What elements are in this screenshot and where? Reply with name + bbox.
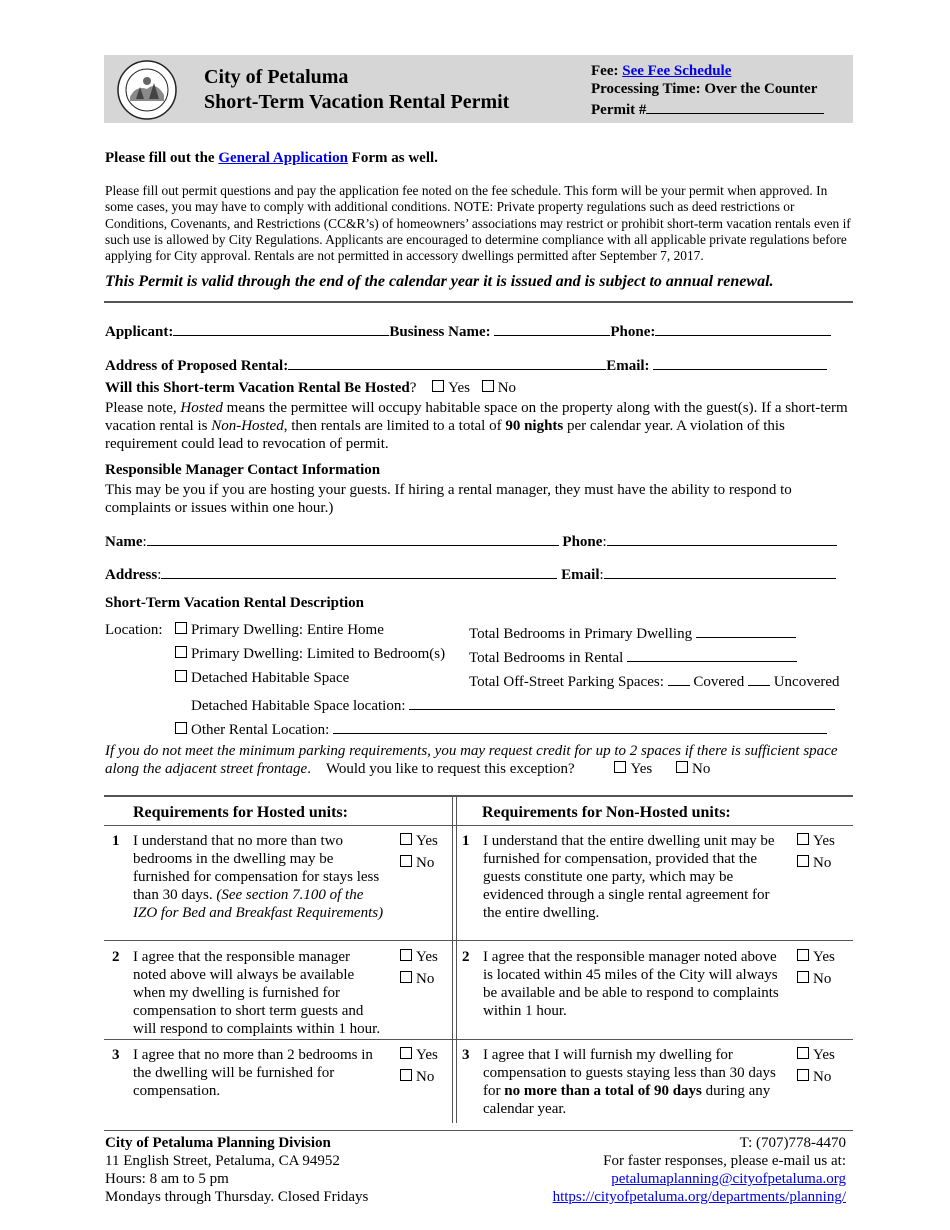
option-limited-bedrooms <box>175 646 445 663</box>
applicant-row <box>105 320 831 341</box>
location-label: Location: <box>105 622 163 638</box>
processing-time: Processing Time: Over the Counter <box>591 81 818 97</box>
note-text: per calendar year. A violation of this requirement could lead to revocation of permit. <box>105 418 785 452</box>
yes-label: Yes <box>416 833 438 849</box>
hosted-req-2-options <box>400 948 438 988</box>
intro-paragraph: Please fill out permit questions and pay the application fee noted on the fee schedule. This form will be your permit when approved. In some cases, you may have to comply with additional conditions. NOTE: Private property regulations such as deed restrictions or Conditions, Covenants, and Restrictions (CC&R’s) of homeowners’ associations may restrict or prohibit short-term vacation rentals even if such use is allowed by City Regulations. Applicants are encouraged to determine compliance with all applicable private regulations before applying for City approval. Rentals are not permitted in accessory dwellings permitted after September 7, 2017. <box>105 183 851 264</box>
hosted-no-checkbox[interactable] <box>482 380 494 392</box>
validity-note: This Permit is valid through the end of the calendar year it is issued and is subject to annual renewal. <box>105 273 774 290</box>
fill-text: Please fill out the <box>105 150 219 166</box>
period: . <box>307 761 311 777</box>
exception-no-checkbox[interactable] <box>676 761 688 773</box>
footer-right <box>553 1134 846 1206</box>
hosted-3-yes-checkbox[interactable] <box>400 1047 412 1059</box>
other-location-field[interactable] <box>333 718 827 734</box>
hosted-req-2: I agree that the responsible manager noted above will always be available when my dwelling is furnished for compensation to short term guests and will respond to complaints within 1 hour. <box>133 949 381 1037</box>
fill-text-end: Form as well. <box>347 150 438 166</box>
no-label: No <box>813 855 832 871</box>
manager-name-field[interactable] <box>147 530 559 546</box>
manager-description: This may be you if you are hosting your guests. If hiring a rental manager, they must have the ability to respond to complaints or issues within one hour.) <box>105 482 792 516</box>
colon: : <box>157 567 162 583</box>
table-header-border <box>104 825 853 826</box>
manager-name-row <box>105 530 837 551</box>
entire-home-label: Primary Dwelling: Entire Home <box>191 622 384 638</box>
bedrooms-primary-row <box>469 622 796 643</box>
hosted-3-no-checkbox[interactable] <box>400 1069 412 1081</box>
yes-label: Yes <box>813 1047 835 1063</box>
table-row-border <box>104 1039 853 1040</box>
nonhosted-req-num: 2 <box>462 949 470 965</box>
qmark: ? <box>409 380 417 396</box>
other-location-row <box>175 718 827 739</box>
nonhosted-req-1: I understand that the entire dwelling unit may be furnished for compensation, provided that the guests constitute one party, which may be evidenced through a single rental agreement for the entire dwelling. <box>483 833 775 921</box>
hosted-req-italic: (See section 7.100 of the IZO for Bed and Breakfast Requirements) <box>133 887 384 921</box>
divider <box>104 301 853 303</box>
yes-label: Yes <box>813 833 835 849</box>
email-label: Email: <box>606 358 650 374</box>
exception-yes-label: Yes <box>630 761 653 777</box>
no-label: No <box>813 971 832 987</box>
manager-phone-label: Phone <box>562 534 603 550</box>
exception-question: Would you like to request this exception? <box>325 761 575 777</box>
title-city: City of Petaluma <box>204 66 349 88</box>
hosted-yes-checkbox[interactable] <box>432 380 444 392</box>
hosted-req-3-options <box>400 1046 438 1086</box>
parking-note: If you do not meet the minimum parking requirements, you may request credit for up to 2 spaces if there is sufficient space along the adjacent street frontage <box>105 743 838 777</box>
colon: : <box>142 534 147 550</box>
hosted-req-text: I understand that no more than two bedrooms in the dwelling may be furnished for compensation for stays less than 30 days. <box>133 833 380 903</box>
uncovered-field[interactable] <box>748 670 770 686</box>
hosted-req-1 <box>133 832 387 922</box>
footer-left <box>105 1134 368 1206</box>
header-info <box>591 62 824 119</box>
nonhosted-req-2: I agree that the responsible manager noted above is located within 45 miles of the City will always be available and be able to respond to complaints within 1 hour. <box>483 949 779 1019</box>
yes-label: Yes <box>416 1047 438 1063</box>
title-permit: Short-Term Vacation Rental Permit <box>204 91 510 113</box>
nonhosted-req-text: I agree that I will furnish my dwelling for compensation to guests staying less than 30 days for <box>483 1047 776 1099</box>
entire-home-checkbox[interactable] <box>175 622 187 634</box>
applicant-label: Applicant: <box>105 324 174 340</box>
footer-border <box>104 1130 853 1131</box>
nonhosted-req-num: 1 <box>462 833 470 849</box>
manager-email-label: Email <box>561 567 600 583</box>
manager-heading: Responsible Manager Contact Information <box>105 462 381 478</box>
hosted-1-no-checkbox[interactable] <box>400 855 412 867</box>
option-entire-home <box>175 622 384 639</box>
bedrooms-rental-label: Total Bedrooms in Rental <box>469 650 624 666</box>
hosted-1-yes-checkbox[interactable] <box>400 833 412 845</box>
footer-faster: For faster responses, please e-mail us at: <box>603 1153 846 1169</box>
nonhosted-requirements-header: Requirements for Non-Hosted units: <box>482 804 731 821</box>
colon: : <box>602 534 607 550</box>
fee-label: Fee: <box>591 63 619 79</box>
hosted-req-num: 3 <box>112 1047 120 1063</box>
parking-row <box>469 670 840 691</box>
hosted-requirements-header: Requirements for Hosted units: <box>133 804 348 821</box>
address-row <box>105 354 827 375</box>
detached-checkbox[interactable] <box>175 670 187 682</box>
address-field[interactable] <box>288 354 606 370</box>
no-label: No <box>416 1069 435 1085</box>
nonhosted-req-num: 3 <box>462 1047 470 1063</box>
nonhosted-1-no-checkbox[interactable] <box>797 855 809 867</box>
footer-hours: Hours: 8 am to 5 pm <box>105 1171 229 1187</box>
bedrooms-rental-field[interactable] <box>627 646 797 662</box>
hosted-2-no-checkbox[interactable] <box>400 971 412 983</box>
note-text: , then rentals are limited to a total of <box>283 418 506 434</box>
manager-address-field[interactable] <box>161 563 557 579</box>
description-heading: Short-Term Vacation Rental Description <box>105 595 365 611</box>
limited-bedrooms-label: Primary Dwelling: Limited to Bedroom(s) <box>191 646 446 662</box>
phone-field[interactable] <box>655 320 831 336</box>
business-name-field[interactable] <box>494 320 610 336</box>
note-90-nights: 90 nights <box>505 418 564 434</box>
table-top-border <box>104 795 853 797</box>
general-application-link[interactable]: General Application <box>218 150 348 166</box>
business-name-label: Business Name: <box>389 324 491 340</box>
detached-location-field[interactable] <box>409 694 835 710</box>
nonhosted-req-text-end: during any calendar year. <box>483 1083 771 1117</box>
hosted-req-num: 2 <box>112 949 120 965</box>
bedrooms-primary-field[interactable] <box>696 622 796 638</box>
nonhosted-3-no-checkbox[interactable] <box>797 1069 809 1081</box>
other-location-label: Other Rental Location: <box>191 722 330 738</box>
no-label: No <box>416 855 435 871</box>
footer-url-link[interactable]: https://cityofpetaluma.org/departments/planning/ <box>552 1189 846 1205</box>
nonhosted-req-1-options <box>797 832 835 872</box>
parking-label: Total Off-Street Parking Spaces: <box>469 674 664 690</box>
hosted-yes-label: Yes <box>448 380 470 396</box>
hosted-req-1-options <box>400 832 438 872</box>
detached-location-label: Detached Habitable Space location: <box>191 698 406 714</box>
hosted-no-label: No <box>497 380 517 396</box>
manager-email-field[interactable] <box>604 563 836 579</box>
manager-name-label: Name <box>105 534 143 550</box>
nonhosted-1-yes-checkbox[interactable] <box>797 833 809 845</box>
yes-label: Yes <box>416 949 438 965</box>
page-title <box>204 65 509 115</box>
note-hosted: Hosted <box>180 400 223 416</box>
parking-exception <box>105 742 853 778</box>
bedrooms-primary-label: Total Bedrooms in Primary Dwelling <box>469 626 693 642</box>
permit-number-field[interactable] <box>646 98 824 114</box>
fee-schedule-link[interactable]: See Fee Schedule <box>622 63 732 79</box>
city-seal-icon <box>116 59 178 121</box>
note-text: means the permittee will occupy habitable space on the property along with the guest(s). If a short-term vacation rental is <box>105 400 848 434</box>
note-nonhosted: Non-Hosted <box>211 418 284 434</box>
general-application-note <box>105 150 438 167</box>
phone-label: Phone: <box>610 324 656 340</box>
nonhosted-2-no-checkbox[interactable] <box>797 971 809 983</box>
header-banner <box>104 55 853 123</box>
no-label: No <box>813 1069 832 1085</box>
footer-phone: T: (707)778-4470 <box>739 1135 846 1151</box>
footer-org: City of Petaluma Planning Division <box>105 1135 331 1151</box>
manager-address-row <box>105 563 836 584</box>
hosted-2-yes-checkbox[interactable] <box>400 949 412 961</box>
no-label: No <box>416 971 435 987</box>
table-row-border <box>104 940 853 941</box>
footer-days: Mondays through Thursday. Closed Fridays <box>105 1189 369 1205</box>
exception-no-label: No <box>692 761 711 777</box>
hosted-req-num: 1 <box>112 833 120 849</box>
hosted-note <box>105 399 853 453</box>
covered-field[interactable] <box>668 670 690 686</box>
nonhosted-req-3 <box>483 1046 783 1118</box>
nonhosted-3-yes-checkbox[interactable] <box>797 1047 809 1059</box>
table-divider <box>452 797 453 1123</box>
address-label: Address of Proposed Rental: <box>105 358 289 374</box>
nonhosted-req-3-options <box>797 1046 835 1086</box>
nonhosted-req-bold: no more than a total of 90 days <box>504 1083 702 1099</box>
option-detached <box>175 670 349 687</box>
permit-number-label: Permit # <box>591 102 647 118</box>
footer-email-link[interactable]: petalumaplanning@cityofpetaluma.org <box>611 1171 846 1187</box>
nonhosted-2-yes-checkbox[interactable] <box>797 949 809 961</box>
applicant-field[interactable] <box>173 320 389 336</box>
other-location-checkbox[interactable] <box>175 722 187 734</box>
email-field[interactable] <box>653 354 827 370</box>
limited-bedrooms-checkbox[interactable] <box>175 646 187 658</box>
manager-address-label: Address <box>105 567 158 583</box>
covered-label: Covered <box>693 674 745 690</box>
bedrooms-rental-row <box>469 646 797 667</box>
nonhosted-req-2-options <box>797 948 835 988</box>
table-divider <box>456 797 457 1123</box>
note-text: Please note, <box>105 400 181 416</box>
colon: : <box>599 567 604 583</box>
hosted-question <box>105 380 516 397</box>
detached-label: Detached Habitable Space <box>191 670 350 686</box>
footer-address: 11 English Street, Petaluma, CA 94952 <box>105 1153 340 1169</box>
manager-phone-field[interactable] <box>607 530 837 546</box>
uncovered-label: Uncovered <box>773 674 840 690</box>
exception-yes-checkbox[interactable] <box>614 761 626 773</box>
hosted-req-3: I agree that no more than 2 bedrooms in the dwelling will be furnished for compensation. <box>133 1047 373 1099</box>
yes-label: Yes <box>813 949 835 965</box>
hosted-question-text: Will this Short-term Vacation Rental Be Hosted <box>105 380 410 396</box>
detached-location-row <box>191 694 835 715</box>
